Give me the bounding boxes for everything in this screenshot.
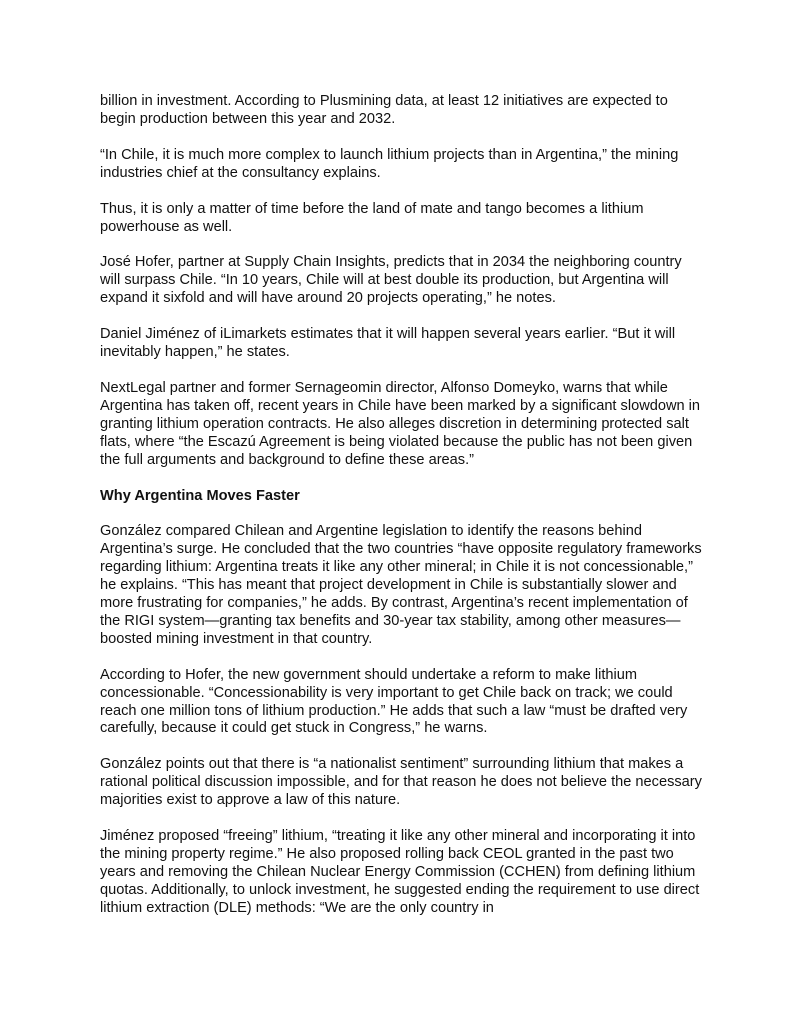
paragraph: NextLegal partner and former Sernageomin director, Alfonso Domeyko, warns that while Argentina has taken off, recent years in Chile have been marked by a significant slowdown in granting lithium operation contracts. He also alleges discretion in determining protected salt flats, where “the Escazú Agreement is being violated because the public has not been given the full arguments and background to define these areas.” [100,379,701,468]
paragraph: González points out that there is “a nationalist sentiment” surrounding lithium that makes a rational political discussion impossible, and for that reason he does not believe the necessary majorities exist to approve a law of this nature. [100,756,702,809]
document-page [100,93,704,936]
paragraph: González compared Chilean and Argentine legislation to identify the reasons behind Argentina’s surge. He concluded that the two countries “have opposite regulatory frameworks regarding lithium: Argentina treats it like any other mineral; in Chile it is not concessionable,” he explains. “This has meant that project development in Chile is substantially slower and more frustrating for companies,” he adds. By contrast, Argentina’s recent implementation of the RIGI system—granting tax benefits and 30-year tax stability, among other measures—boosted mining investment in that country. [100,523,702,647]
paragraph: Daniel Jiménez of iLimarkets estimates that it will happen several years earlier. “But it will inevitably happen,” he states. [100,326,676,361]
paragraph: Jiménez proposed “freeing” lithium, “treating it like any other mineral and incorporating it into the mining property regime.” He also proposed rolling back CEOL granted in the past two years and removing the Chilean Nuclear Energy Commission (CCHEN) from defining lithium quotas. Additionally, to unlock investment, he suggested ending the requirement to use direct lithium extraction (DLE) methods: “We are the only country in [100,828,700,916]
paragraph: José Hofer, partner at Supply Chain Insights, predicts that in 2034 the neighboring country will surpass Chile. “In 10 years, Chile will at best double its production, but Argentina will expand it sixfold and will have around 20 projects operating,” he notes. [100,254,682,307]
paragraph: “In Chile, it is much more complex to launch lithium projects than in Argentina,” the mining industries chief at the consultancy explains. [100,146,679,181]
paragraph: According to Hofer, the new government should undertake a reform to make lithium concessionable. “Concessionability is very important to get Chile back on track; we could reach one million tons of lithium production.” He adds that such a law “must be drafted very carefully, because it could get stuck in Congress,” he warns. [100,666,688,737]
paragraph: Thus, it is only a matter of time before the land of mate and tango becomes a lithium powerhouse as well. [100,200,644,235]
section-heading: Why Argentina Moves Faster [100,487,300,504]
paragraph: billion in investment. According to Plusmining data, at least 12 initiatives are expected to begin production between this year and 2032. [100,93,668,127]
